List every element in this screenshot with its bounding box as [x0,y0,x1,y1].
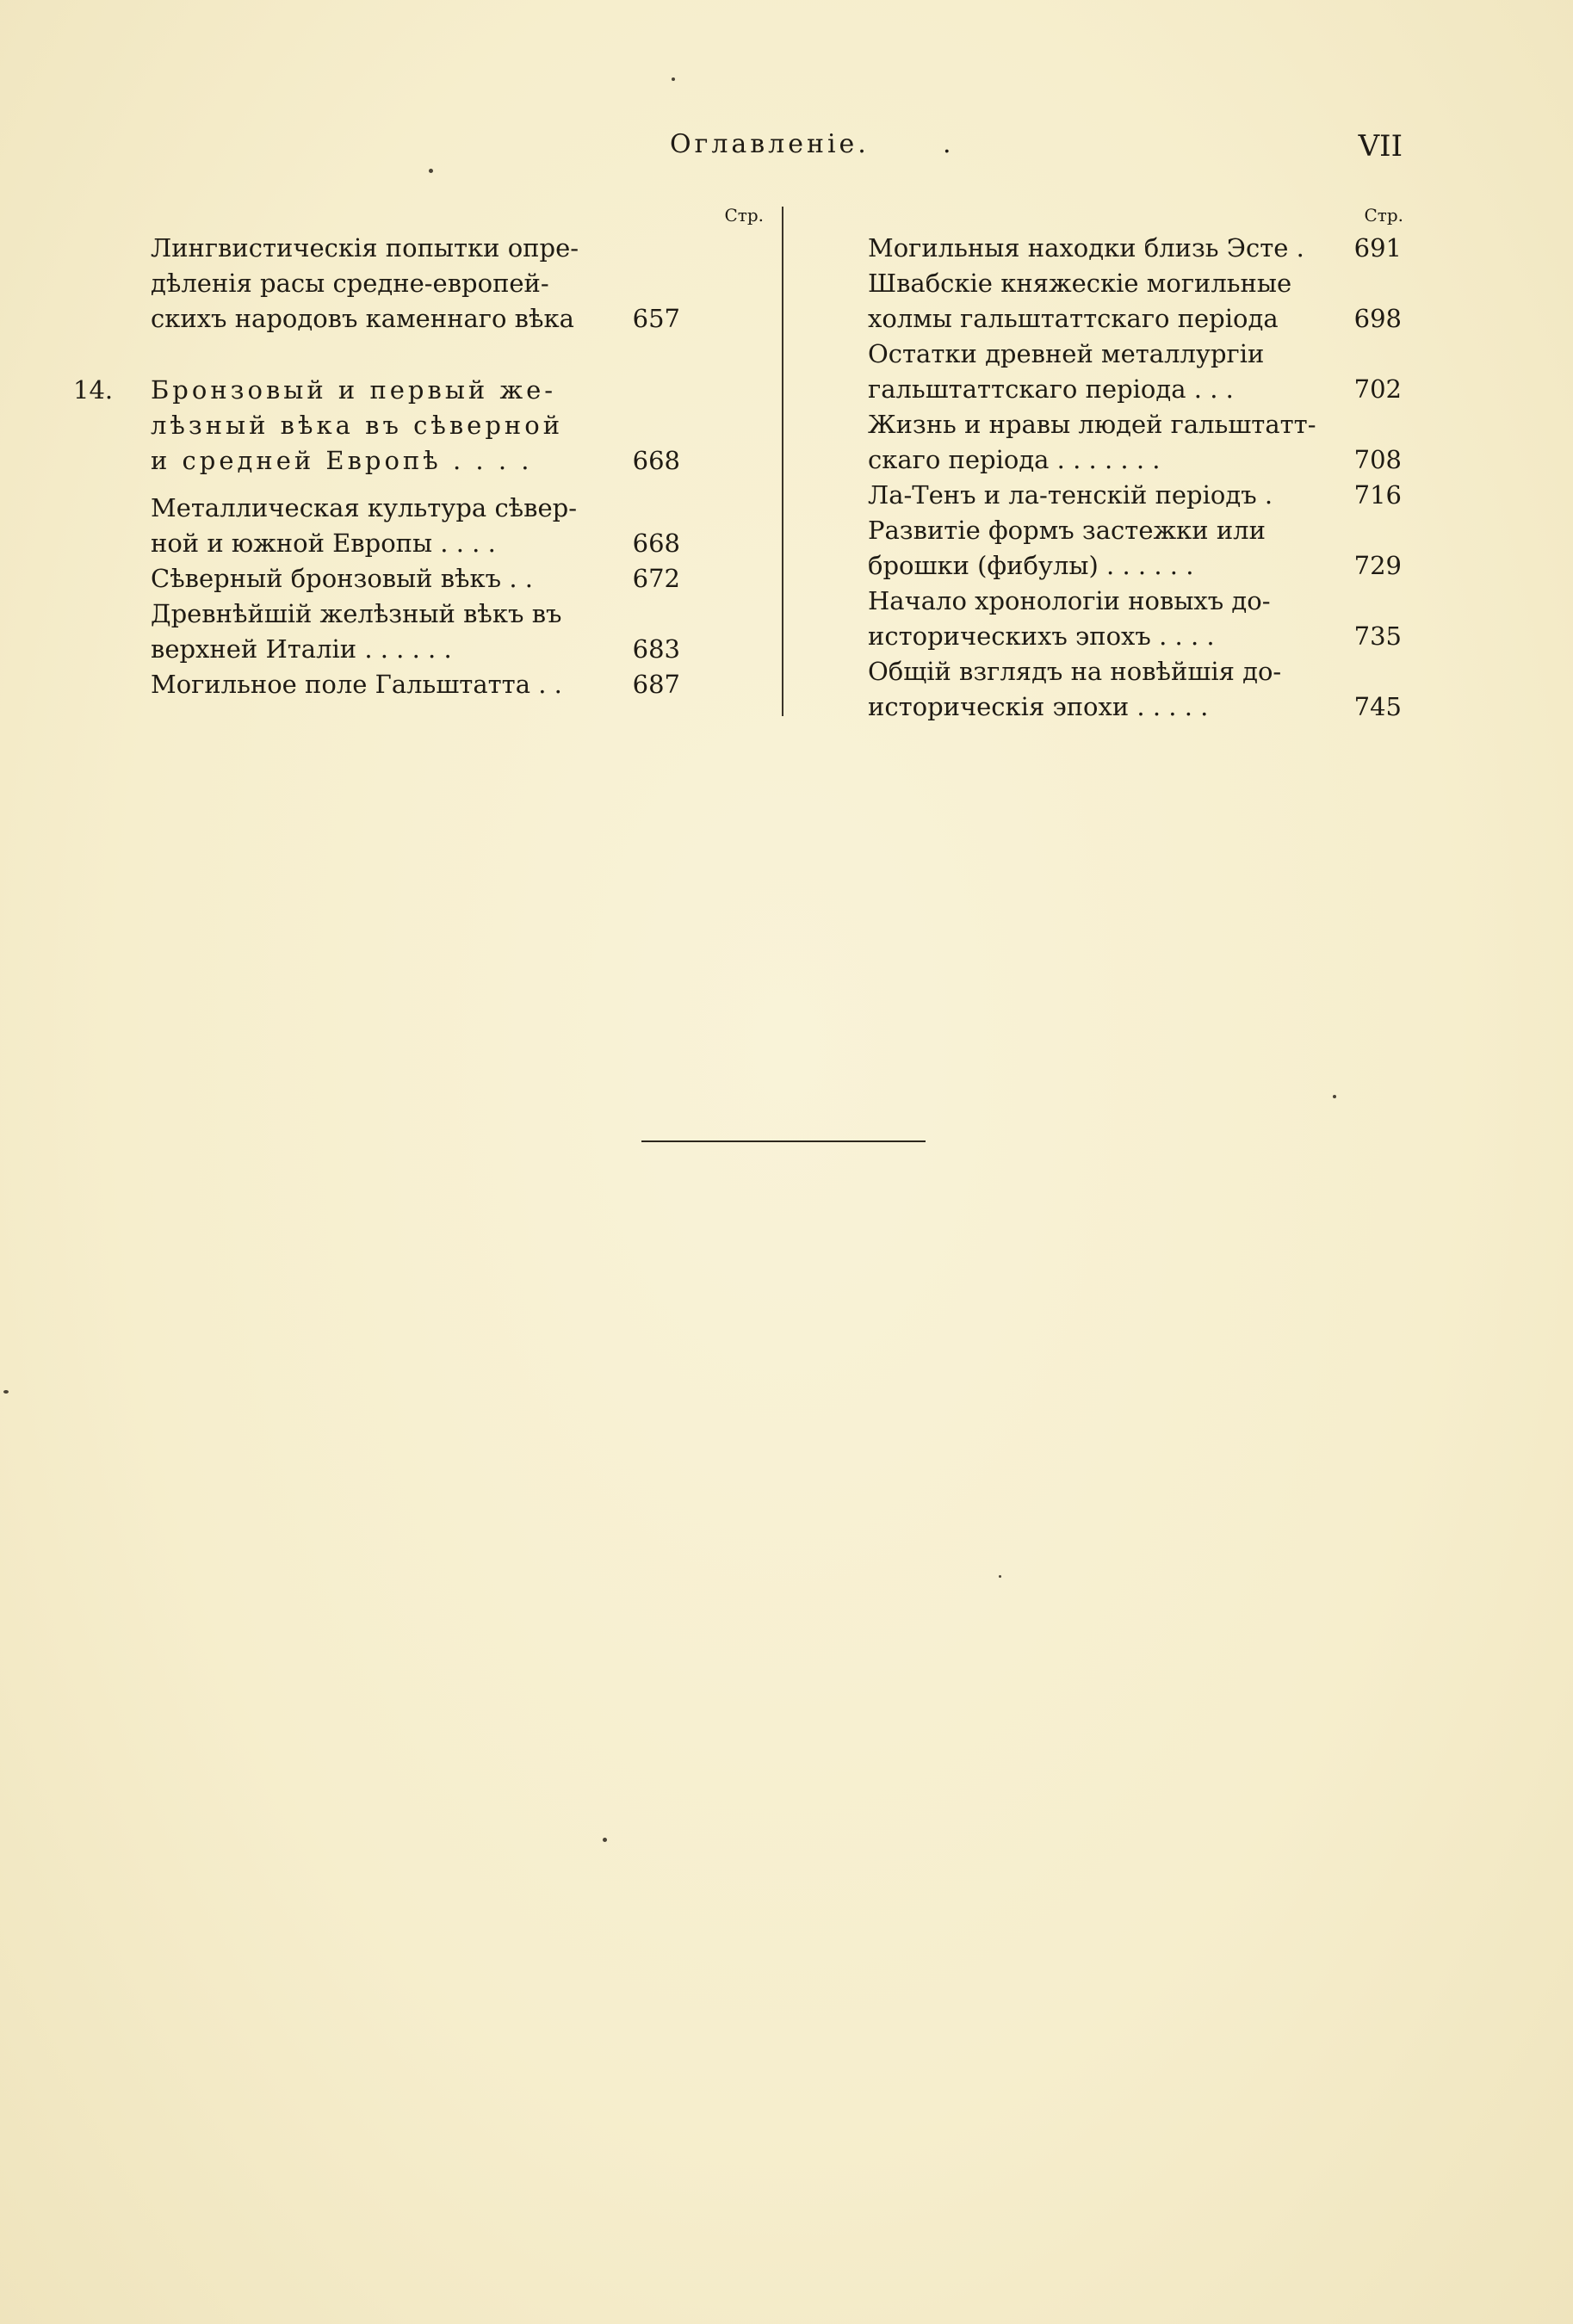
toc-entry-page: 683 [632,634,680,664]
toc-entry [151,596,764,667]
toc-entry-page: 668 [632,446,680,475]
toc-entry-page: 729 [1353,551,1402,580]
toc-entry-title: Начало хронологіи новыхъ до- историческихъ эпохъ . . . . [868,586,1271,651]
toc-right-column [868,203,1403,725]
paper-speck [1333,1095,1336,1098]
toc-entry [868,266,1403,337]
toc-entry-page: 687 [632,670,680,699]
running-title: Оглавленіе. [670,129,870,159]
toc-entry-title: Жизнь и нравы людей гальштатт- скаго періода . . . . . . . [868,410,1316,474]
toc-entry-title: Могильное поле Гальштатта . . [151,670,562,699]
toc-entry [868,654,1403,725]
toc-entry [868,513,1403,584]
page-column-label: Стр. [724,205,764,226]
toc-left-column [73,203,764,702]
toc-entry-page: 735 [1353,621,1402,651]
chapter-number: 14. [73,375,114,405]
toc-entry-title: Могильныя находки близь Эсте . [868,233,1304,263]
toc-entry-page: 672 [632,564,680,593]
toc-entry [151,667,764,702]
toc-entry [868,337,1403,407]
toc-entry [868,584,1403,654]
toc-entry-page: 745 [1353,692,1402,721]
toc-entry-title: Общій взглядъ на новѣйшія до- историческія эпохи . . . . . [868,657,1282,721]
toc-entry-title: Остатки древней металлургіи гальштаттскаго періода . . . [868,339,1265,404]
running-title-dot: . [943,129,951,159]
paper-speck [672,77,675,81]
toc-entry-page: 698 [1353,304,1402,333]
paper-speck [999,1575,1001,1578]
toc-entry-title: Ла-Тенъ и ла-тенскій періодъ . [868,480,1273,510]
toc-entry-page: 691 [1353,233,1402,263]
paper-speck [603,1838,607,1842]
toc-entry [868,478,1403,513]
toc-entry-title: Развитіе формъ застежки или брошки (фибулы) . . . . . . [868,516,1266,580]
paper-speck [3,1390,9,1394]
toc-entry [868,231,1403,266]
toc-entry-page: 668 [632,528,680,558]
toc-entry-title: Сѣверный бронзовый вѣкъ . . [151,564,533,593]
toc-entry-title: Древнѣйшій желѣзный вѣкъ въ верхней Италіи . . . . . . [151,599,562,664]
toc-entry-title: Бронзовый и первый же- лѣзный вѣка въ сѣверной и средней Европѣ . . . . [151,375,564,475]
toc-entry-page: 702 [1353,374,1402,404]
toc-chapter-entry [73,373,764,479]
toc-entry-page: 716 [1353,480,1402,510]
toc-entry-title: Швабскіе княжескіе могильные холмы гальштаттскаго періода [868,269,1292,333]
page-column-label: Стр. [1364,205,1403,226]
toc-entry [868,407,1403,478]
toc-entry-page: 657 [632,304,680,333]
page-number: VII [1358,129,1403,164]
toc-entry [151,231,764,337]
toc-entry [151,561,764,596]
toc-entry-title: Лингвистическія попытки опре- дѣленія расы средне-европей- скихъ народовъ каменнаго вѣка [151,233,579,333]
toc-entry [151,491,764,561]
column-divider [782,207,783,716]
paper-speck [429,169,433,173]
toc-entry-title: Металлическая культура сѣвер- ной и южной Европы . . . . [151,493,578,558]
section-end-rule [641,1140,926,1142]
toc-entry-page: 708 [1353,445,1402,474]
